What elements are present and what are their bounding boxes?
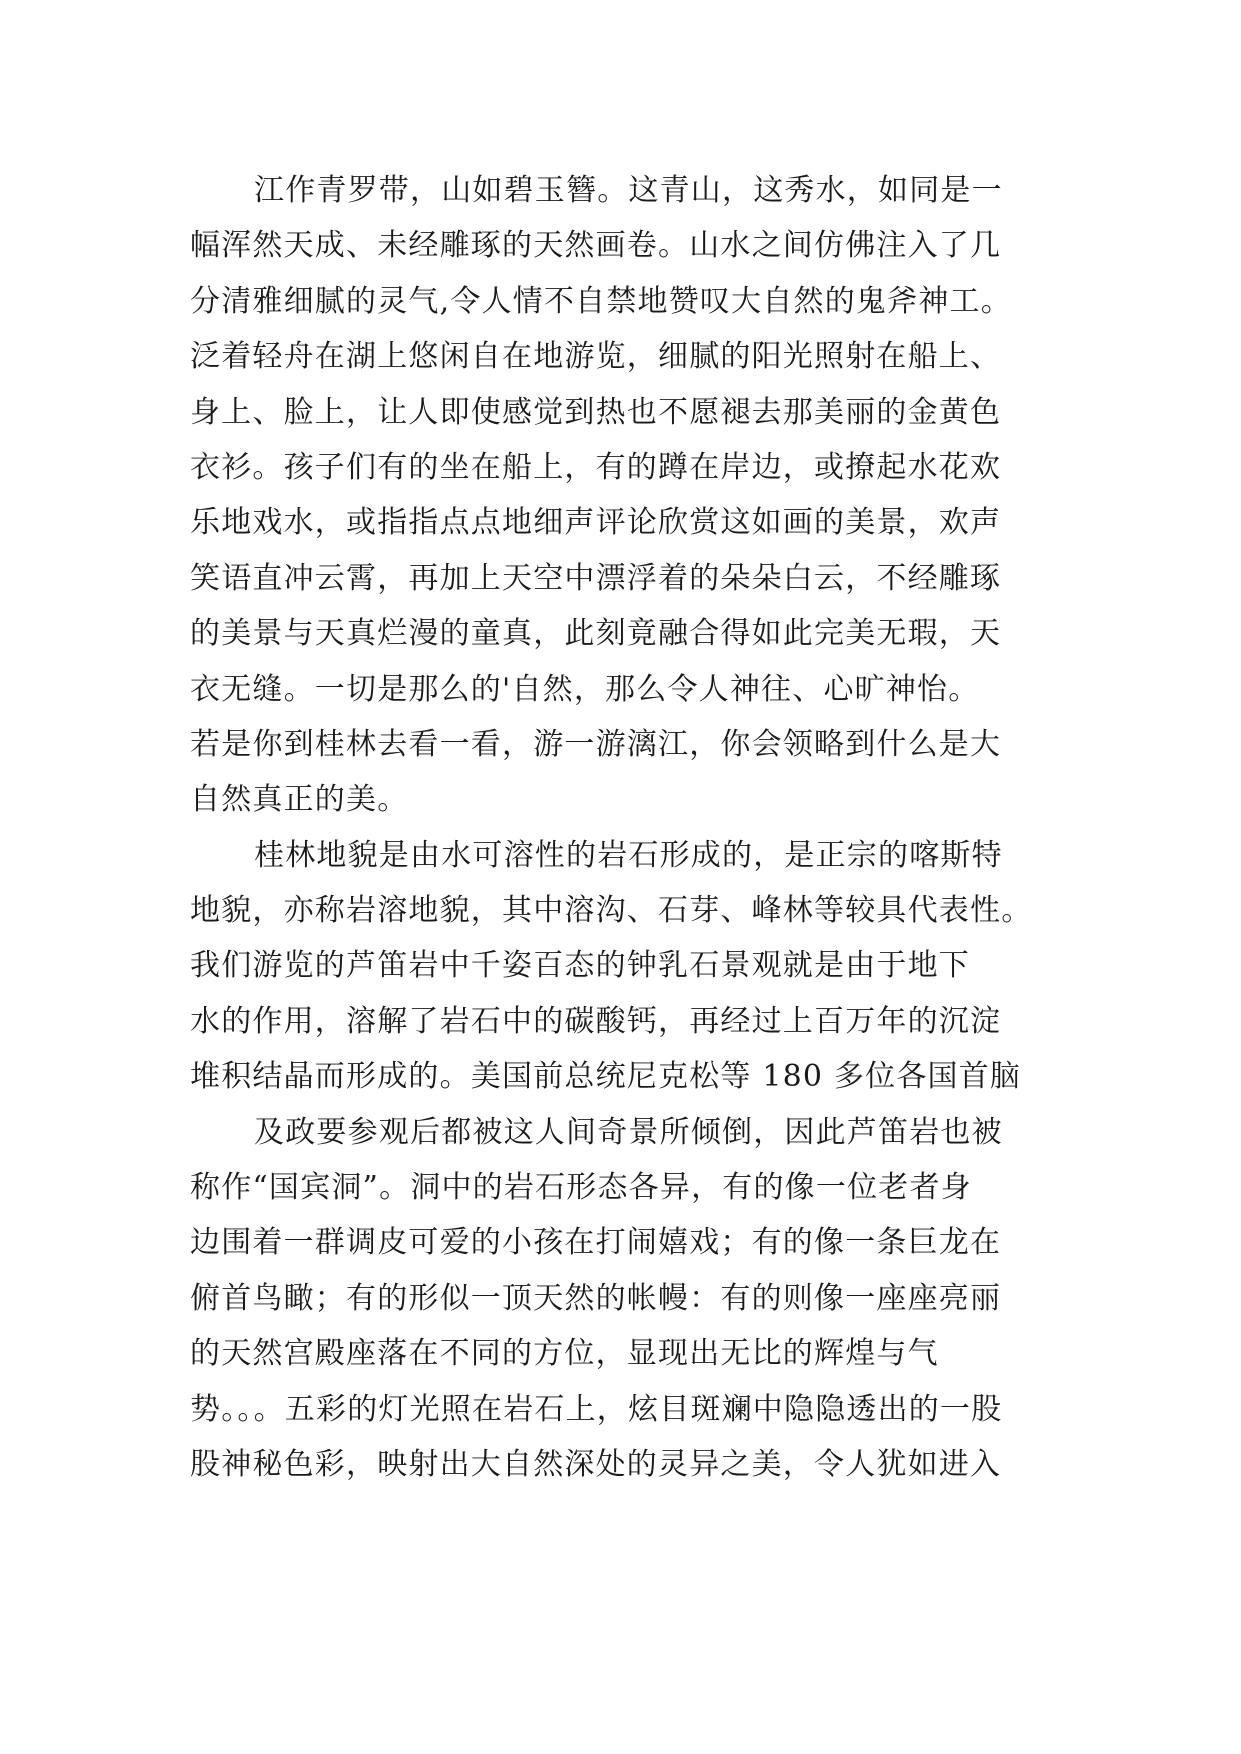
text-line: 乐地戏水，或指指点点地细声评论欣赏这如画的美景，欢声 [190, 505, 1002, 541]
text-line: 我们游览的芦笛岩中千姿百态的钟乳石景观就是由于地下 [190, 948, 970, 984]
body-text [190, 163, 1110, 1492]
text-line: 边围着一群调皮可爱的小孩在打闹嬉戏；有的像一条巨龙在 [190, 1225, 1002, 1261]
text-line: 的美景与天真烂漫的童真，此刻竟融合得如此完美无瑕，天 [190, 616, 1002, 652]
text-line: 泛着轻舟在湖上悠闲自在地游览，细腻的阳光照射在船上、 [190, 339, 1002, 375]
text-line: 自然真正的美。 [190, 782, 409, 818]
text-line: 笑语直冲云霄，再加上天空中漂浮着的朵朵白云，不经雕琢 [190, 560, 1002, 596]
text-line: 股神秘色彩，映射出大自然深处的灵异之美，令人犹如进入 [190, 1446, 1002, 1482]
text-line: 称作“国宾洞”。洞中的岩石形态各异，有的像一位老者身 [190, 1170, 972, 1206]
text-line: 地貌，亦称岩溶地貌，其中溶沟、石芽、峰林等较具代表性。 [190, 893, 1033, 929]
text-line: 堆积结晶而形成的。美国前总统尼克松等 180 多位各国首脑 [190, 1059, 1022, 1095]
text-line: 分清雅细腻的灵气,令人情不自禁地赞叹大自然的鬼斧神工。 [190, 283, 1012, 319]
text-line: 势。。。五彩的灯光照在岩石上，炫目斑斓中隐隐透出的一股 [190, 1391, 1003, 1427]
text-line: 桂林地貌是由水可溶性的岩石形成的，是正宗的喀斯特 [254, 837, 1003, 873]
text-line: 若是你到桂林去看一看，游一游漓江，你会领略到什么是大 [190, 726, 1002, 762]
text-line: 衣无缝。一切是那么的'自然，那么令人神往、心旷神怡。 [190, 671, 980, 707]
text-line: 身上、脸上，让人即使感觉到热也不愿褪去那美丽的金黄色 [190, 394, 1002, 430]
text-line: 水的作用，溶解了岩石中的碳酸钙，再经过上百万年的沉淀 [190, 1003, 1002, 1039]
text-line: 的天然宫殿座落在不同的方位，显现出无比的辉煌与气 [190, 1336, 939, 1372]
text-line: 衣衫。孩子们有的坐在船上，有的蹲在岸边，或撩起水花欢 [190, 449, 1002, 485]
text-line: 及政要参观后都被这人间奇景所倾倒，因此芦笛岩也被 [254, 1114, 1003, 1150]
text-line: 幅浑然天成、未经雕琢的天然画卷。山水之间仿佛注入了几 [190, 228, 1002, 264]
text-line: 俯首鸟瞰；有的形似一顶天然的帐幔：有的则像一座座亮丽 [190, 1280, 1002, 1316]
text-line: 江作青罗带，山如碧玉簪。这青山，这秀水，如同是一 [254, 173, 1003, 208]
